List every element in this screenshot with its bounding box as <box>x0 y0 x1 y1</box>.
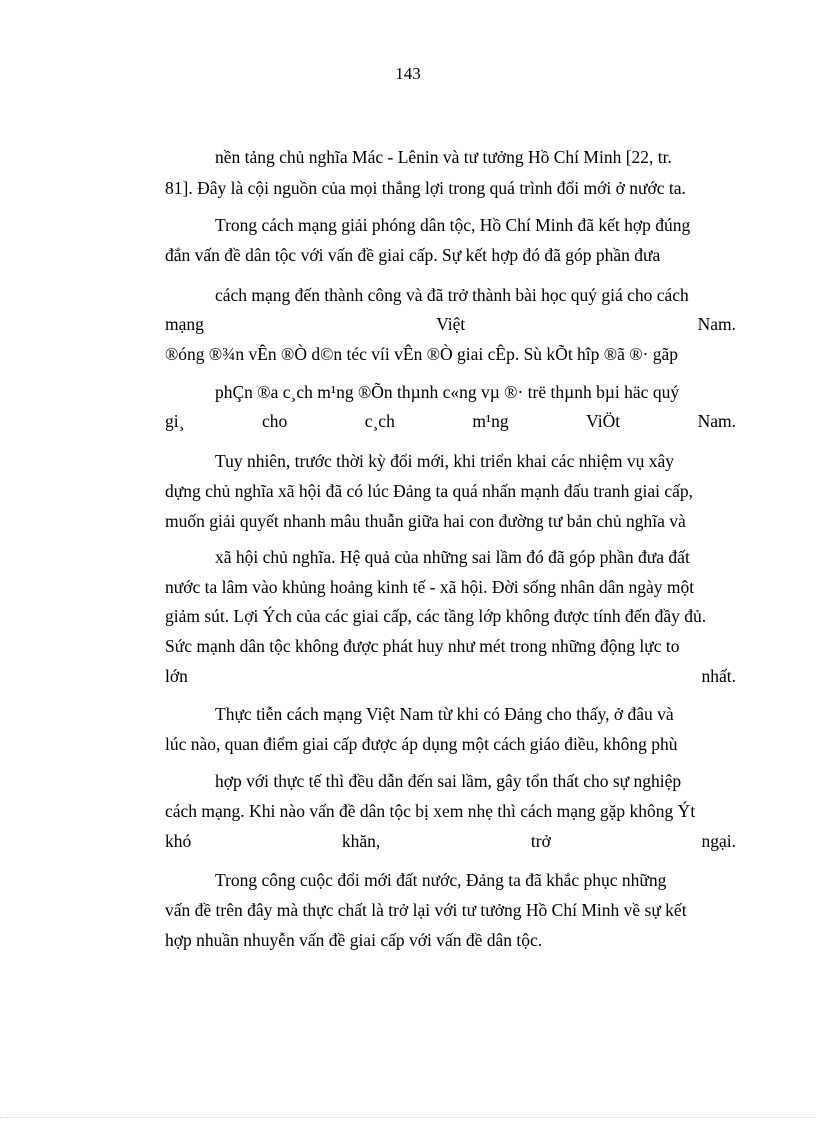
word: khó <box>165 831 192 851</box>
page-number: 143 <box>395 64 421 83</box>
text-line <box>165 313 736 335</box>
text-line: Trong cách mạng giải phóng dân tộc, Hồ Chí Minh đã kết hợp đúng <box>215 215 691 235</box>
text-line: Trong công cuộc đổi mới đất nước, Đảng ta đã khắc phục những <box>215 870 667 890</box>
word: trở <box>530 831 551 851</box>
word: mạng <box>165 314 204 334</box>
text-line: Sức mạnh dân tộc không được phát huy như mét trong những động lực to <box>165 636 680 656</box>
text-line: đắn vấn đề dân tộc với vấn đề giai cấp. Sự kết hợp đó đã góp phần đưa <box>165 245 661 265</box>
text-line: muốn giải quyết nhanh mâu thuẫn giữa hai con đường tư bản chủ nghĩa và <box>165 511 686 531</box>
garbled-text-line: phÇn ®a c¸ch m¹ng ®Õn thµnh c«ng vµ ®· trë thµnh bµi häc quý <box>215 382 680 402</box>
word: cho <box>261 411 288 431</box>
text-line: giảm sút. Lợi Ých của các giai cấp, các tầng lớp không được tính đến đầy đủ. <box>165 606 707 626</box>
word: Nam. <box>697 314 736 334</box>
text-line <box>165 665 736 687</box>
garbled-text-line <box>165 410 736 432</box>
text-line: Thực tiễn cách mạng Việt Nam từ khi có Đảng cho thấy, ở đâu và <box>215 704 674 724</box>
text-line: nước ta lâm vào khủng hoảng kinh tế - xã hội. Đời sống nhân dân ngày một <box>165 577 695 597</box>
garbled-text-line: ®óng ®¾n vÊn ®Ò d©n téc víi vÊn ®Ò giai cÊp. Sù kÕt hîp ®ã ®· gãp <box>165 344 679 364</box>
text-line: nền tảng chủ nghĩa Mác - Lênin và tư tưởng Hồ Chí Minh [22, tr. <box>215 147 672 167</box>
text-line: cách mạng đến thành công và đã trở thành bài học quý giá cho cách <box>215 285 689 305</box>
text-line: vấn đề trên đây mà thực chất là trở lại với tư tưởng Hồ Chí Minh về sự kết <box>165 900 687 920</box>
text-line: hợp với thực tế thì đều dẫn đến sai lầm, gây tổn thất cho sự nghiệp <box>215 771 682 791</box>
text-line: xã hội chủ nghĩa. Hệ quả của những sai lầm đó đã góp phần đưa đất <box>215 547 690 567</box>
text-line: lúc nào, quan điểm giai cấp được áp dụng một cách giáo điều, không phù <box>165 734 678 754</box>
word: Việt <box>436 314 466 334</box>
word: ViÖt <box>586 411 621 431</box>
word: lớn <box>165 666 188 686</box>
text-line: 81]. Đây là cội nguồn của mọi thắng lợi trong quá trình đổi mới ở nước ta. <box>165 178 686 198</box>
word: khăn, <box>341 831 381 851</box>
word: gi¸ <box>165 411 185 431</box>
text-line: cách mạng. Khi nào vấn đề dân tộc bị xem nhẹ thì cách mạng gặp không Ýt <box>165 801 696 821</box>
word: nhất. <box>701 666 736 686</box>
text-line: Tuy nhiên, trước thời kỳ đổi mới, khi triển khai các nhiệm vụ xây <box>215 451 674 471</box>
word: c¸ch <box>364 411 395 431</box>
text-line <box>165 830 736 852</box>
text-line: dựng chủ nghĩa xã hội đã có lúc Đảng ta quá nhấn mạnh đấu tranh giai cấp, <box>165 481 693 501</box>
word: ngại. <box>701 831 736 851</box>
page-bottom-border <box>0 1117 816 1118</box>
word: Nam. <box>697 411 736 431</box>
word: m¹ng <box>472 411 509 431</box>
text-line: hợp nhuần nhuyễn vấn đề giai cấp với vấn đề dân tộc. <box>165 930 543 950</box>
